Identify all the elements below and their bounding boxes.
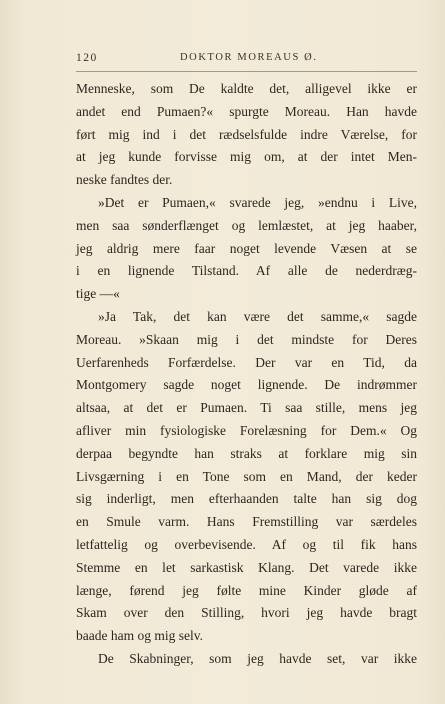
text-line: afliver min fysiologiske Forelæsning for Dem.« Og: [76, 422, 417, 438]
text-line: andet end Pumaen?« spurgte Moreau. Han havde: [76, 103, 417, 119]
text-line: altsaa, at det er Pumaen. Ti saa stille, mens jeg: [76, 400, 417, 416]
text-line: Montgomery sagde noget lignende. De indrømmer: [76, 377, 417, 393]
header-rule: [76, 71, 417, 72]
text-line: tige —«: [76, 286, 120, 302]
text-line: ført mig ind i det rædselsfulde indre Værelse, for: [76, 126, 417, 142]
text-line: en Smule varm. Hans Fremstilling var særdeles: [76, 514, 417, 530]
text-line: derpaa begyndte han straks at forklare mig sin: [76, 445, 417, 461]
text-line: Livsgærning i en Tone som en Mand, der keder: [76, 468, 417, 484]
text-line: baade ham og mig selv.: [76, 628, 203, 644]
text-line: jeg aldrig mere faar noget levende Væsen at se: [76, 240, 417, 256]
body-text: [76, 78, 417, 671]
text-line: Moreau. »Skaan mig i det mindste for Deres: [76, 331, 417, 347]
page-number: 120: [76, 52, 98, 64]
text-line: Uerfarenheds Forfærdelse. Der var en Tid, da: [76, 354, 417, 370]
text-line: »Det er Pumaen,« svarede jeg, »endnu i Live,: [98, 194, 417, 210]
text-line: men saa sønderflænget og lemlæstet, at jeg haaber,: [76, 217, 417, 233]
text-line: at jeg kunde forvisse mig om, at der intet Men-: [76, 149, 417, 165]
text-line: neske fandtes der.: [76, 172, 173, 188]
text-line: »Ja Tak, det kan være det samme,« sagde: [98, 308, 417, 324]
text-line: i en lignende Tilstand. Af alle de nederdræg-: [76, 263, 417, 279]
text-line: Menneske, som De kaldte det, alligevel ikke er: [76, 81, 417, 96]
text-line: De Skabninger, som jeg havde set, var ikke: [98, 650, 417, 666]
running-title: DOKTOR MOREAUS Ø.: [180, 52, 318, 63]
text-line: letfattelig og overbevisende. Af og til fik hans: [76, 536, 417, 552]
text-line: længe, førend jeg følte mine Kinder gløde af: [76, 582, 417, 598]
page-header: [76, 52, 417, 68]
text-line: sig inderligt, men efterhaanden talte han sig dog: [76, 491, 417, 507]
text-line: Stemme en let sarkastisk Klang. Det varede ikke: [76, 559, 417, 575]
text-line: Skam over den Stilling, hvori jeg havde bragt: [76, 605, 417, 621]
